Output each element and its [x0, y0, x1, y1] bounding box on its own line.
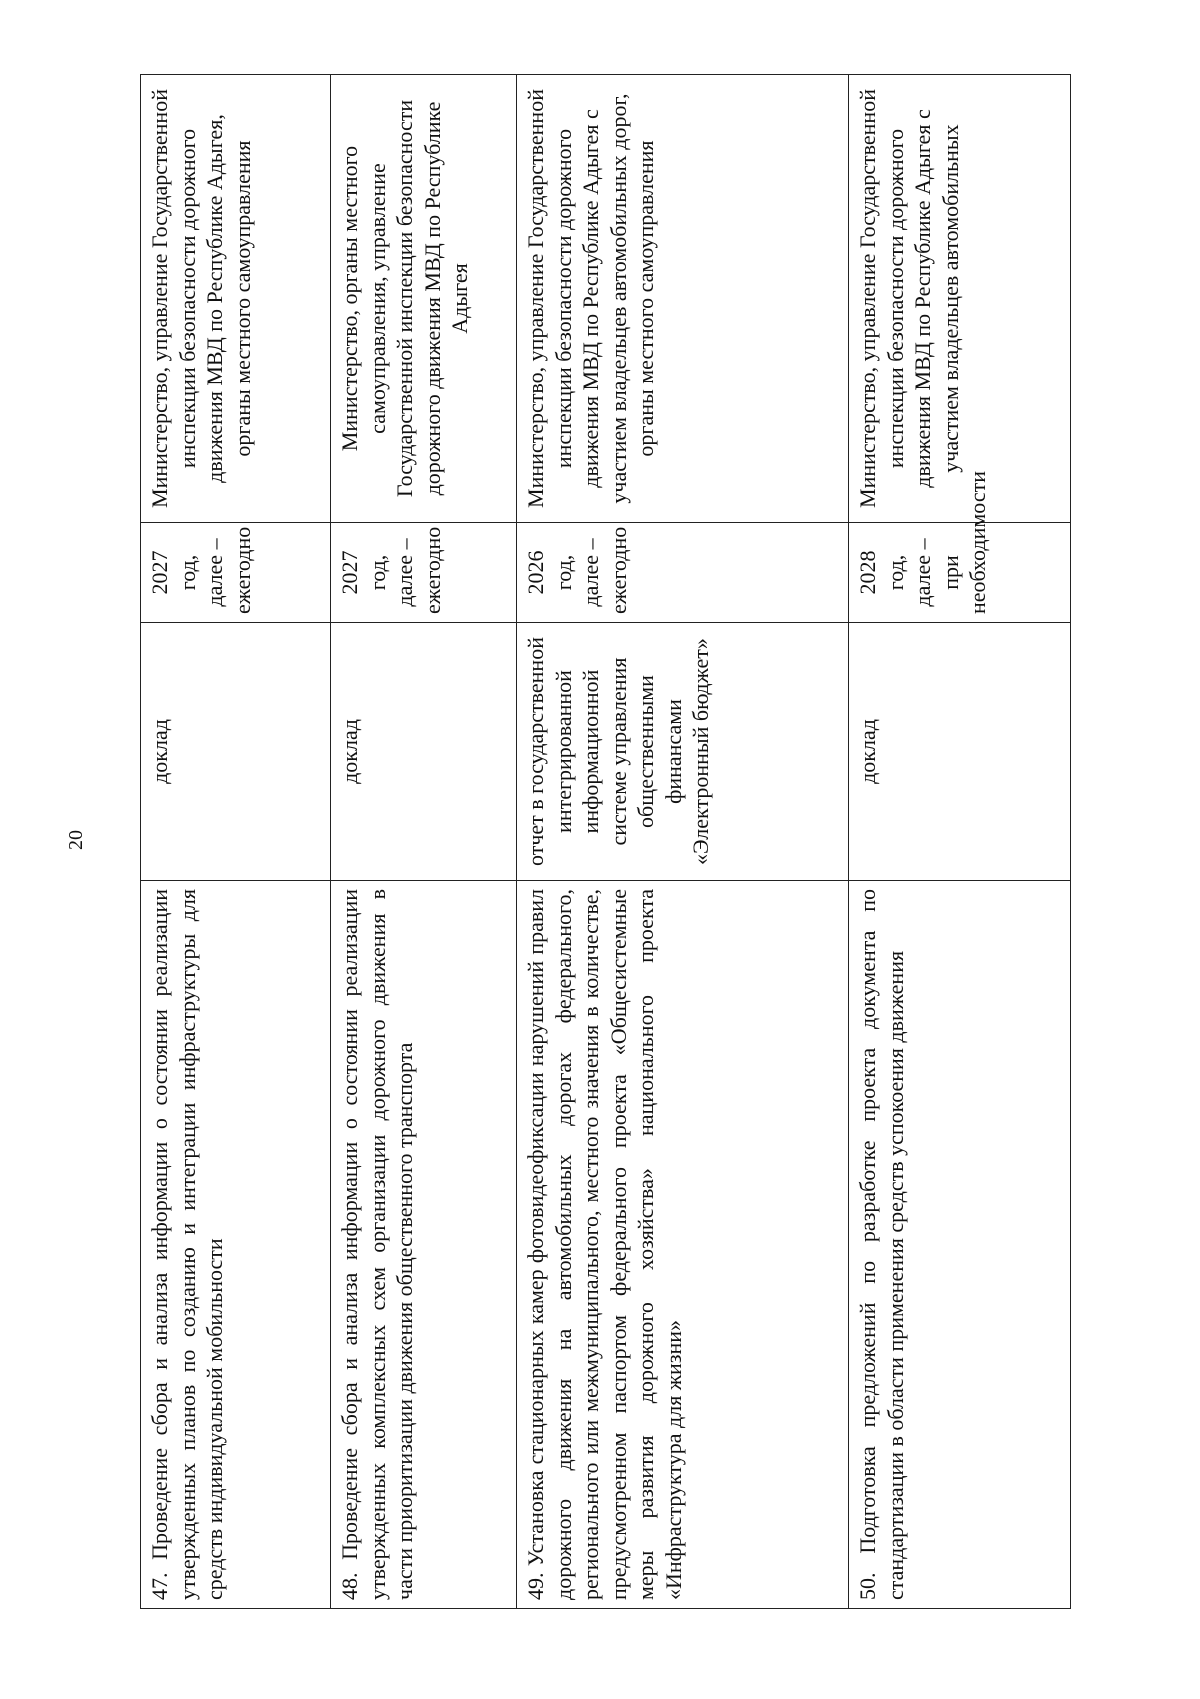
report-form-cell: доклад	[331, 623, 517, 881]
deadline-cell: 2028 год, далее – при необходимости	[849, 523, 1071, 623]
executors-cell: Министерство, органы местного самоуправления, управление Государственной инспекции безопасности дорожного движения МВД по Республике Адыгея	[331, 75, 517, 523]
executors-cell: Министерство, управление Государственной инспекции безопасности дорожного движения МВД по Республике Адыгея с участием владельцев автомобильных	[849, 75, 1071, 523]
measure-cell: 47. Проведение сбора и анализа информации о состоянии реализации утвержденных планов по созданию и интеграции инфраструктуры для средств индивидуальной мобильности	[141, 881, 331, 1609]
measure-cell: 50. Подготовка предложений по разработке проекта документа по стандартизации в области применения средств успокоения движения	[849, 881, 1071, 1609]
report-form-cell: доклад	[141, 623, 331, 881]
report-form-cell: отчет в государственной интегрированной информационной системе управления общественными финансами «Электронный бюджет»	[517, 623, 849, 881]
deadline-cell: 2026 год, далее – ежегодно	[517, 523, 849, 623]
deadline-cell: 2027 год, далее – ежегодно	[141, 523, 331, 623]
rotated-table-container	[140, 75, 1070, 1609]
executors-cell: Министерство, управление Государственной инспекции безопасности дорожного движения МВД по Республике Адыгея, органы местного самоуправления	[141, 75, 331, 523]
report-form-cell: доклад	[849, 623, 1071, 881]
page-number: 20	[65, 830, 87, 850]
measures-table	[140, 74, 1071, 1609]
table-row	[517, 75, 849, 1609]
table-row	[141, 75, 331, 1609]
deadline-cell: 2027 год, далее – ежегодно	[331, 523, 517, 623]
table-row	[849, 75, 1071, 1609]
table-row	[331, 75, 517, 1609]
executors-cell: Министерство, управление Государственной инспекции безопасности дорожного движения МВД по Республике Адыгея с участием владельцев автомобильных дорог, органы местного самоуправления	[517, 75, 849, 523]
measure-cell: 48. Проведение сбора и анализа информации о состоянии реализации утвержденных комплексных схем организации дорожного движения в части приоритизации движения общественного транспорта	[331, 881, 517, 1609]
measure-cell: 49. Установка стационарных камер фотовидеофиксации нарушений правил дорожного движения на автомобильных дорогах федерального, регионального или межмуниципального, местного значения в количестве, предусмотренном паспортом федерального проекта «Общесистемные меры развития дорожного хозяйства» национального проекта «Инфраструктура для жизни»	[517, 881, 849, 1609]
